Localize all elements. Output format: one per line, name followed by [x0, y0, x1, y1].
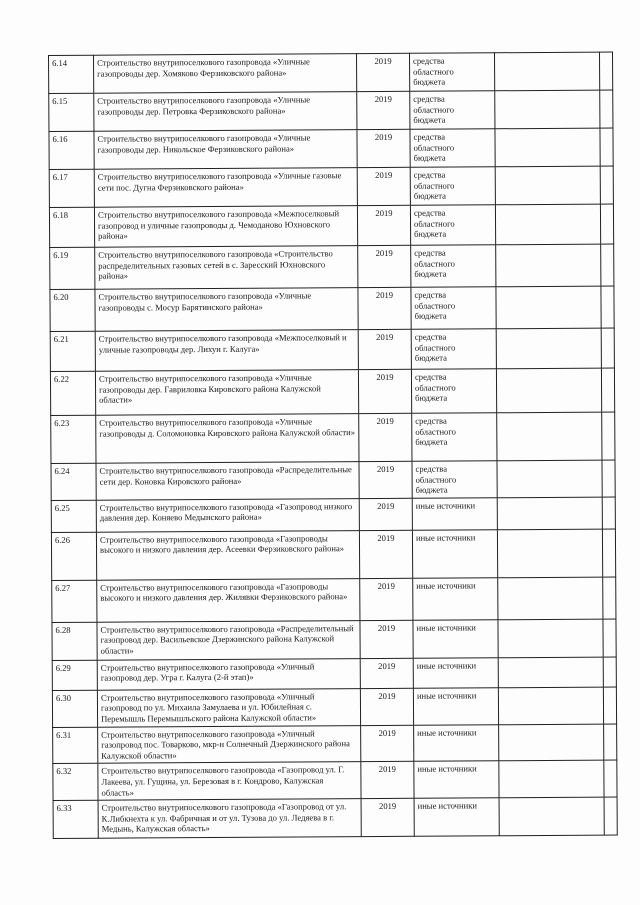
row-year-text: 2019 [378, 801, 397, 812]
table-row [53, 797, 617, 838]
table-row [52, 577, 616, 622]
row-description [95, 288, 358, 332]
row-description-text: Строительство внутрипоселкового газопровода «Газопровод от ул. К.Либкнехта к ул. Фабричная и от ул. Тузова до ул. Ледяева в г. Медынь, Калужская область» [101, 801, 347, 834]
row-year [357, 129, 410, 167]
row-year-text: 2019 [378, 690, 396, 701]
row-empty-cell [498, 687, 603, 724]
row-year-text: 2019 [375, 169, 393, 181]
row-empty-cell [603, 657, 616, 687]
row-funding-source [412, 498, 497, 531]
row-empty-cell [497, 412, 602, 461]
row-empty-cell [496, 244, 601, 287]
row-funding-source-text: иные источники [417, 800, 477, 811]
row-description [96, 462, 359, 500]
row-funding-source-text: средства областного бюджета [414, 247, 455, 279]
row-description-text: Строительство внутрипоселкового газопровода «Распределительные сети дер. Коновка Кировского района» [99, 464, 352, 487]
row-description-text: Строительство внутрипоселкового газопровода «Газопровод ул. Г. Лакеева, ул. Гущина, ул. Березовая в г. Кондрово, Калужская область» [101, 764, 345, 798]
row-empty-cell [498, 619, 603, 658]
row-funding-source [411, 287, 496, 330]
row-number [50, 371, 95, 415]
row-empty-cell [497, 460, 602, 497]
row-description [94, 92, 357, 132]
row-funding-source [414, 798, 499, 837]
row-description [94, 54, 357, 94]
row-description [94, 130, 357, 170]
row-empty-cell [602, 497, 615, 529]
row-description [94, 206, 357, 248]
row-funding-source-text: иные источники [416, 690, 477, 701]
row-description-text: Строительство внутрипоселкового газопровода «Газопроводы высокого и низкого давления дер. Асеевки Ферзиковского района» [99, 533, 345, 556]
row-description [97, 688, 360, 726]
row-number-text: 6.15 [52, 95, 68, 106]
row-number [49, 207, 94, 247]
row-empty-cell [495, 128, 600, 167]
row-number [49, 93, 94, 131]
table-row [51, 460, 615, 500]
row-number [49, 55, 94, 93]
row-number-text: 6.14 [52, 57, 68, 68]
row-empty-cell [495, 90, 600, 129]
row-description [94, 168, 357, 208]
row-description [96, 414, 359, 464]
row-empty-cell [499, 760, 604, 797]
row-number-text: 6.26 [54, 534, 71, 545]
row-number [50, 289, 95, 331]
row-funding-source [413, 620, 498, 659]
row-year [358, 369, 411, 413]
row-funding-source [414, 724, 499, 761]
row-number [51, 500, 96, 532]
row-empty-cell [602, 460, 615, 497]
row-description [98, 799, 361, 839]
row-number-text: 6.30 [55, 692, 72, 703]
row-funding-source-text: средства областного бюджета [413, 131, 455, 163]
row-empty-cell [604, 797, 617, 835]
row-year [358, 287, 411, 329]
row-empty-cell [496, 368, 601, 413]
table-row [52, 657, 616, 690]
row-empty-cell [496, 286, 601, 329]
row-description [97, 620, 360, 660]
program-table [48, 52, 618, 840]
row-empty-cell [601, 244, 614, 286]
row-funding-source-text: средства областного бюджета [414, 289, 456, 321]
row-funding-source [409, 53, 494, 92]
row-year [359, 498, 412, 530]
row-funding-source-text: средства областного бюджета [413, 93, 455, 125]
table-row [51, 497, 615, 532]
row-description [96, 530, 359, 580]
row-description-text: Строительство внутрипоселкового газопровода «Уличные газопроводы дер. Никольское Ферзиковского района» [97, 132, 311, 155]
row-number [49, 169, 94, 207]
row-number [51, 532, 96, 580]
row-number-text: 6.32 [56, 766, 72, 777]
row-description [95, 246, 358, 290]
row-year [357, 91, 410, 129]
row-year [360, 578, 413, 620]
row-number-text: 6.21 [53, 333, 69, 344]
row-funding-source-text: средства областного бюджета [415, 463, 457, 495]
row-year [358, 329, 411, 369]
row-funding-source-text: иные источники [415, 532, 476, 543]
row-year-text: 2019 [378, 764, 396, 775]
row-year-text: 2019 [378, 727, 396, 738]
row-funding-source-text: иные источники [417, 763, 477, 775]
row-year [361, 725, 414, 762]
table-row [52, 687, 616, 727]
table-row [51, 529, 615, 580]
row-year [360, 688, 413, 725]
row-number-text: 6.33 [56, 802, 72, 814]
row-empty-cell [600, 128, 613, 166]
row-year [356, 53, 409, 91]
row-empty-cell [601, 328, 614, 368]
row-description [95, 370, 358, 416]
row-year [357, 205, 410, 245]
row-number [53, 800, 98, 838]
row-empty-cell [498, 657, 603, 688]
table-row [49, 128, 613, 169]
row-funding-source [413, 578, 498, 621]
row-number [50, 331, 95, 371]
row-funding-source-text: иные источники [416, 660, 477, 671]
table-row [52, 619, 616, 660]
row-description-text: Строительство внутрипоселкового газопровода «Уличные газопроводы д. Соломоновка Кировского района Калужской области» [99, 416, 356, 439]
row-description [95, 330, 358, 372]
row-empty-cell [603, 619, 616, 657]
row-year [360, 658, 413, 688]
table-row [49, 204, 613, 247]
row-funding-source-text: иные источники [416, 580, 476, 591]
row-funding-source [413, 658, 498, 689]
row-number-text: 6.28 [55, 624, 71, 635]
row-number [52, 580, 97, 622]
row-year [359, 530, 412, 578]
row-description-text: Строительство внутрипоселкового газопровода «Распределительный газопровод дер. Васильевское Дзержинского района Калужской области» [100, 622, 354, 656]
row-year-text: 2019 [374, 93, 392, 105]
row-number [51, 463, 96, 500]
row-funding-source-text: средства областного бюджета [415, 415, 456, 447]
row-year [359, 461, 412, 498]
row-number-text: 6.29 [55, 662, 71, 673]
row-empty-cell [604, 760, 617, 797]
row-funding-source [410, 91, 495, 130]
row-number-text: 6.22 [53, 373, 70, 384]
row-description [97, 658, 360, 690]
row-description-text: Строительство внутрипоселкового газопровода «Уличные газопроводы с. Мосур Барятинского района» [98, 290, 312, 313]
row-number-text: 6.17 [52, 171, 68, 182]
row-funding-source-text: иные источники [416, 622, 476, 633]
row-empty-cell [601, 368, 614, 412]
row-empty-cell [602, 529, 615, 577]
row-number [50, 247, 95, 289]
row-year-text: 2019 [376, 371, 394, 382]
row-empty-cell [498, 577, 603, 620]
row-funding-source-text: средства областного бюджета [413, 55, 454, 87]
row-number-text: 6.27 [55, 582, 71, 593]
row-funding-source-text: средства областного бюджета [414, 371, 456, 403]
row-year-text: 2019 [375, 207, 393, 219]
row-year-text: 2019 [377, 500, 395, 511]
row-year [359, 413, 412, 461]
row-funding-source [412, 530, 497, 579]
row-number-text: 6.19 [53, 249, 69, 260]
row-number-text: 6.31 [56, 729, 72, 740]
row-number [51, 415, 96, 463]
row-year-text: 2019 [377, 622, 396, 633]
row-description [97, 578, 360, 622]
row-number-text: 6.20 [53, 291, 69, 302]
row-empty-cell [603, 577, 616, 619]
row-empty-cell [495, 166, 600, 205]
row-funding-source [414, 761, 499, 798]
row-description-text: Строительство внутрипоселкового газопровода «Уличный газопровод дер. Угра г. Калуга (2-й этап)» [100, 661, 315, 684]
row-number-text: 6.25 [54, 502, 70, 513]
table-row [53, 760, 617, 800]
row-number [53, 764, 98, 801]
table-row [50, 368, 614, 415]
row-funding-source [411, 369, 496, 414]
row-description-text: Строительство внутрипоселкового газопровода «Уличный газопровод пос. Товарково, мкр-н Солнечный Дзержинского района Калужской области» [101, 727, 350, 761]
table-row [49, 90, 613, 131]
row-year-text: 2019 [376, 415, 394, 426]
row-year-text: 2019 [377, 580, 395, 591]
row-funding-source [411, 245, 496, 288]
row-number-text: 6.16 [52, 133, 68, 144]
row-empty-cell [603, 687, 616, 724]
row-empty-cell [499, 724, 604, 761]
table-row [51, 412, 615, 463]
row-description [98, 762, 361, 800]
row-year [360, 620, 413, 658]
row-empty-cell [499, 797, 604, 836]
row-number [49, 131, 94, 169]
row-empty-cell [497, 497, 602, 530]
row-empty-cell [604, 724, 617, 761]
row-empty-cell [494, 52, 599, 91]
row-funding-source [411, 329, 496, 370]
row-funding-source-text: средства областного бюджета [414, 331, 456, 363]
table-row [50, 244, 614, 289]
row-funding-source-text: иные источники [417, 726, 477, 738]
row-description-text: Строительство внутрипоселкового газопровода «Газопровод низкого давления дер. Коняево Медынского района» [99, 500, 353, 524]
row-description-text: Строительство внутрипоселкового газопровода «Межпоселковый и уличные газопроводы дер. Лихун г. Калуга» [98, 332, 347, 355]
row-funding-source-text: иные источники [415, 500, 476, 511]
row-empty-cell [600, 204, 613, 244]
row-description-text: Строительство внутрипоселкового газопровода «Уличные газопроводы дер. Гавриловка Кировского района Калужской области» [98, 372, 321, 405]
row-funding-source [410, 167, 495, 206]
row-number-text: 6.23 [54, 417, 70, 428]
row-funding-source-text: средства областного бюджета [413, 169, 455, 201]
row-year-text: 2019 [377, 532, 395, 543]
row-funding-source-text: средства областного бюджета [413, 207, 455, 239]
row-empty-cell [497, 529, 602, 578]
row-number-text: 6.18 [52, 209, 69, 220]
row-year-text: 2019 [374, 131, 393, 143]
row-number [52, 690, 97, 727]
row-description-text: Строительство внутрипоселкового газопровода «Уличный газопровод по ул. Михаила Замулаева и ул. Юбилейная с. Перемышль Перемышльского района Калужской области» [100, 691, 317, 724]
row-description-text: Строительство внутрипоселкового газопровода «Газопроводы высокого и низкого давления дер. Жилявки Ферзиковского района» [100, 581, 348, 604]
row-year-text: 2019 [375, 247, 393, 259]
row-year-text: 2019 [375, 289, 394, 301]
row-year [361, 762, 414, 799]
row-empty-cell [496, 328, 601, 369]
row-description-text: Строительство внутрипоселкового газопровода «Уличные газопроводы дер. Хомяково Ферзиковского района» [97, 56, 310, 79]
row-year-text: 2019 [376, 463, 395, 474]
row-description [96, 498, 359, 532]
row-funding-source [412, 413, 497, 462]
row-description [98, 725, 361, 763]
row-description-text: Строительство внутрипоселкового газопровода «Уличные газовые сети пос. Дугна Ферзиковского района» [97, 170, 342, 193]
row-empty-cell [600, 90, 613, 128]
row-year-text: 2019 [374, 55, 392, 67]
row-funding-source [412, 461, 497, 498]
row-year-text: 2019 [376, 331, 394, 343]
row-description-text: Строительство внутрипоселкового газопровода «Строительство распределительных газовых сетей в с. Заресский Юхновского района» [98, 248, 333, 281]
row-empty-cell [602, 412, 615, 460]
row-year-text: 2019 [378, 660, 396, 671]
row-description-text: Строительство внутрипоселкового газопровода «Уличные газопроводы дер. Петровка Ферзиковского района» [97, 94, 311, 117]
table-row [50, 286, 614, 331]
row-number [52, 660, 97, 690]
row-number [52, 622, 97, 660]
row-year [358, 245, 411, 287]
table-body [49, 52, 618, 839]
row-year [361, 798, 414, 836]
row-funding-source [410, 129, 495, 168]
row-empty-cell [599, 52, 612, 90]
row-funding-source [410, 205, 495, 246]
table-row [50, 328, 614, 371]
table-row [49, 52, 613, 93]
table-row [53, 724, 617, 764]
row-number-text: 6.24 [54, 465, 70, 476]
row-description-text: Строительство внутрипоселкового газопровода «Межпоселковый газопровод и уличные газопроводы д. Чемоданово Юхновского района» [97, 208, 340, 241]
row-empty-cell [495, 204, 600, 245]
row-year [357, 167, 410, 205]
table-row [49, 166, 613, 207]
row-empty-cell [601, 286, 614, 328]
row-empty-cell [600, 166, 613, 204]
row-number [53, 727, 98, 764]
row-funding-source [413, 688, 498, 725]
